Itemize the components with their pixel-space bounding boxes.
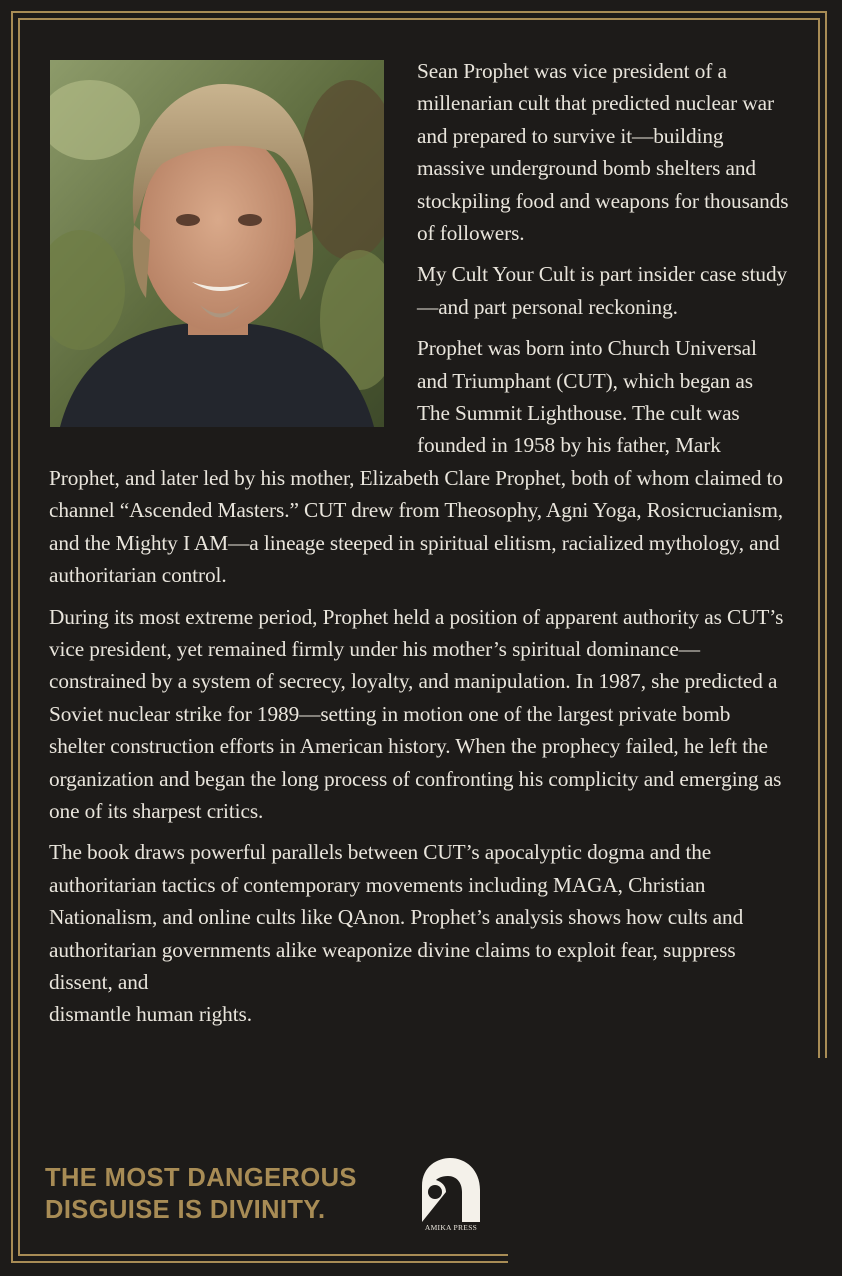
bio-paragraph-1: Sean Prophet was vice president of a millenarian cult that predicted nuclear war and prepared to survive it—building massive underground bomb shelters and stockpiling food and weapons for thousands of followers.: [417, 59, 789, 246]
bio-paragraph-5-end: dismantle human rights.: [49, 1002, 252, 1027]
publisher-name: AMIKA PRESS: [424, 1223, 478, 1232]
bio-paragraph-3: Prophet was born into Church Universal and Triumphant (CUT), which began as The Summit Lighthouse. The cult was founded in 1958 by his father, Mark Prophet, and later led by his mother, Elizabeth Clare Prophet, both of whom claimed to channel “Ascended Masters.” CUT drew from Theosophy, Agni Yoga, Rosicrucianism, and the Mighty I AM—a lineage steeped in spiritual elitism, racialized mythology, and authoritarian control.: [49, 336, 784, 588]
tagline-line-2: DISGUISE IS DIVINITY.: [45, 1196, 326, 1224]
description-text: [49, 55, 789, 1031]
bio-paragraph-2: My Cult Your Cult is part insider case study—and part personal reckoning.: [417, 262, 788, 319]
tagline-line-1: THE MOST DANGEROUS: [45, 1164, 357, 1192]
photo-float-spacer: [49, 55, 417, 449]
tagline: [45, 1162, 357, 1226]
bio-paragraph-5: [49, 836, 789, 1030]
frame-corner-cutout: [508, 1058, 838, 1276]
bio-paragraph-5-main: The book draws powerful parallels between CUT’s apocalyptic dogma and the authoritarian tactics of contemporary movements including MAGA, Christian Nationalism, and online cults like QAnon. Prophet’s analysis shows how cults and authoritarian governments alike weaponize divine claims to exploit fear, suppress dissent, and: [49, 840, 744, 994]
bio-paragraph-4: During its most extreme period, Prophet held a position of apparent authority as CUT’s vice president, yet remained firmly under his mother’s spiritual dominance—constrained by a system of secrecy, loyalty, and manipulation. In 1987, she predicted a Soviet nuclear strike for 1989—setting in motion one of the largest private bomb shelter construction efforts in American history. When the prophecy failed, he left the organization and began the long process of confronting his complicity and emerging as one of its sharpest critics.: [49, 604, 784, 823]
